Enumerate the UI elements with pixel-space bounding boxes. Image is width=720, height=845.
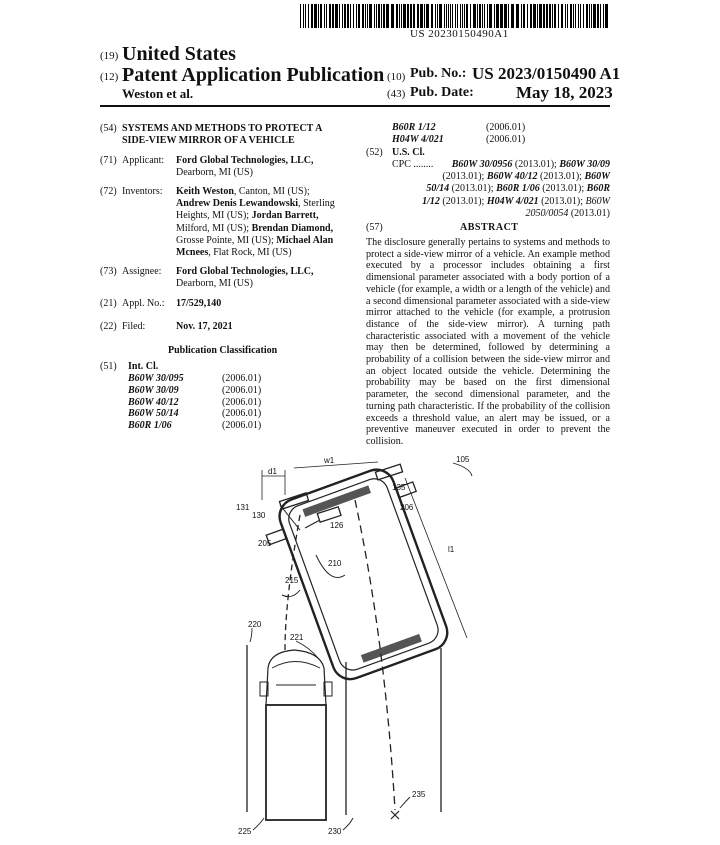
publication-classification-heading: Publication Classification xyxy=(168,345,278,356)
filed-label: Filed: xyxy=(122,321,146,332)
barcode-bar xyxy=(530,4,532,28)
barcode-bar xyxy=(305,4,306,28)
barcode-bar xyxy=(344,4,346,28)
header-rule xyxy=(100,105,610,107)
barcode-bar xyxy=(439,4,442,28)
barcode-bar xyxy=(339,4,340,28)
barcode-bar xyxy=(523,4,525,28)
applicant-label: Applicant: xyxy=(122,155,165,166)
barcode-bar xyxy=(381,4,382,28)
label-235: 235 xyxy=(412,790,426,799)
barcode-bar xyxy=(383,4,385,28)
applicant-location: Dearborn, MI (US) xyxy=(176,167,253,178)
pub-no-label: Pub. No.: xyxy=(410,66,467,81)
barcode-bar xyxy=(462,4,463,28)
barcode-bar xyxy=(374,4,375,28)
barcode-bar xyxy=(362,4,364,28)
barcode-bar xyxy=(508,4,509,28)
label-105: 105 xyxy=(456,455,470,464)
abstract-text: The disclosure generally pertains to systems and methods to protect a side-view mirror of a vehicle. An example method executed by a processor includes obtaining a first dimensional parameter associated with a body portion of a vehicle (for example, a width or a length of the vehicle) and a second dimensional parameter associated with a side-view mirror attached to the vehicle (for example, a protrusion distance of the side-view mirror). A turning path characteristic associated with a movement of the vehicle may then be determined, followed by determining a probability of a collision between the side-view mirror and an object located outside the vehicle. Determining the probability may be based on the first dimensional parameter, the second dimensional parameter, and the turning path characteristic. If the probability of the collision exceeds a threshold value, an alert may be issued, or a preventive maneuver executed in order to prevent the collision. xyxy=(366,237,610,447)
assignee-code: (73) xyxy=(100,266,117,277)
inventor-line: Mcnees, Flat Rock, MI (US) xyxy=(176,247,292,259)
assignee-location: Dearborn, MI (US) xyxy=(176,278,253,289)
abstract-code: (57) xyxy=(366,222,383,233)
barcode-bar xyxy=(482,4,483,28)
barcode-bar xyxy=(533,4,536,28)
barcode-bar xyxy=(303,4,304,28)
barcode-bar xyxy=(516,4,519,28)
filed-date: Nov. 17, 2021 xyxy=(176,321,233,332)
angle-arc-215 xyxy=(282,590,300,597)
int-cl-row: B60W 30/09 (2006.01) xyxy=(128,384,262,396)
pub-no-code: (10) xyxy=(387,71,406,83)
l1-dimension-line xyxy=(405,478,467,638)
label-215: 215 xyxy=(285,576,299,585)
pub-type: Patent Application Publication xyxy=(122,64,385,86)
barcode-bar xyxy=(365,4,366,28)
barcode-bar xyxy=(583,4,584,28)
barcode-bar xyxy=(494,4,495,28)
int-cl-label: Int. Cl. xyxy=(128,361,159,372)
barcode-bar xyxy=(450,4,451,28)
barcode-bar xyxy=(446,4,447,28)
label-135: 135 xyxy=(392,483,406,492)
label-131: 131 xyxy=(236,503,250,512)
int-cl-row: B60W 40/12 (2006.01) xyxy=(128,396,262,408)
barcode-bar xyxy=(603,4,604,28)
barcode xyxy=(300,4,610,28)
barcode-bar xyxy=(326,4,327,28)
barcode-bar xyxy=(561,4,563,28)
barcode-bar xyxy=(489,4,492,28)
barcode-bar xyxy=(484,4,485,28)
barcode-bar xyxy=(417,4,419,28)
label-d1: d1 xyxy=(268,467,277,476)
barcode-bar xyxy=(347,4,349,28)
barcode-bar xyxy=(570,4,572,28)
barcode-bar xyxy=(320,4,322,28)
barcode-bar xyxy=(477,4,478,28)
barcode-bar xyxy=(342,4,343,28)
cpc-label: CPC ........ xyxy=(392,159,434,170)
barcode-bar xyxy=(573,4,574,28)
country-code: (19) xyxy=(100,50,119,62)
barcode-bar xyxy=(586,4,588,28)
parked-vehicle xyxy=(260,650,332,820)
barcode-bar xyxy=(391,4,394,28)
barcode-bar xyxy=(527,4,528,28)
cpc-line: (2013.01); B60W 40/12 (2013.01); B60W xyxy=(442,171,610,183)
barcode-bar xyxy=(350,4,351,28)
barcode-bar xyxy=(539,4,542,28)
barcode-bar xyxy=(386,4,389,28)
barcode-bar xyxy=(399,4,400,28)
int-cl-row: B60R 1/12 (2006.01) xyxy=(392,122,526,133)
barcode-bar xyxy=(457,4,458,28)
country-name: United States xyxy=(122,43,236,65)
us-cl-code: (52) xyxy=(366,147,383,158)
vehicle-inner-outline xyxy=(285,475,442,674)
label-225: 225 xyxy=(238,827,252,836)
barcode-bar xyxy=(589,4,590,28)
assignee-label: Assignee: xyxy=(122,266,162,277)
int-cl-continued-table xyxy=(392,122,525,146)
label-130: 130 xyxy=(252,511,266,520)
barcode-bar xyxy=(470,4,471,28)
barcode-bar xyxy=(329,4,331,28)
barcode-bar xyxy=(437,4,438,28)
title-line-2: SIDE-VIEW MIRROR OF A VEHICLE xyxy=(122,135,295,146)
pub-type-code: (12) xyxy=(100,71,119,83)
barcode-bar xyxy=(464,4,465,28)
barcode-bar xyxy=(575,4,576,28)
us-cl-label: U.S. Cl. xyxy=(392,147,425,158)
barcode-bar xyxy=(376,4,377,28)
barcode-bar xyxy=(308,4,309,28)
inventor-line: Keith Weston, Canton, MI (US); xyxy=(176,186,310,197)
barcode-bar xyxy=(487,4,488,28)
barcode-bar xyxy=(600,4,601,28)
barcode-bar xyxy=(396,4,398,28)
barcode-bar xyxy=(543,4,545,28)
barcode-bar xyxy=(300,4,301,28)
barcode-bar xyxy=(378,4,380,28)
label-205: 205 xyxy=(258,539,272,548)
barcode-bar xyxy=(580,4,581,28)
barcode-bar xyxy=(413,4,415,28)
barcode-bar xyxy=(452,4,453,28)
label-126: 126 xyxy=(330,521,344,530)
barcode-bar xyxy=(403,4,406,28)
barcode-bar xyxy=(537,4,538,28)
barcode-bar xyxy=(426,4,429,28)
barcode-bar xyxy=(353,4,354,28)
applicant-code: (71) xyxy=(100,155,117,166)
label-210: 210 xyxy=(328,559,342,568)
barcode-bar xyxy=(401,4,402,28)
barcode-bar xyxy=(558,4,559,28)
inventors-list xyxy=(176,186,351,259)
barcode-bar xyxy=(496,4,499,28)
int-cl-row: B60W 50/14 (2006.01) xyxy=(128,408,262,420)
barcode-bar xyxy=(420,4,423,28)
cpc-line: 2050/0054 (2013.01) xyxy=(525,207,610,219)
barcode-bar xyxy=(367,4,368,28)
turning-vehicle xyxy=(258,458,470,690)
barcode-bar xyxy=(435,4,436,28)
barcode-bar xyxy=(369,4,372,28)
barcode-bar xyxy=(358,4,360,28)
abstract-heading: ABSTRACT xyxy=(460,222,519,233)
inventor-line: Andrew Denis Lewandowski, Sterling xyxy=(176,198,335,210)
cpc-line: 50/14 (2013.01); B60R 1/06 (2013.01); B60R xyxy=(426,183,610,195)
inventors-code: (72) xyxy=(100,186,117,197)
barcode-bar xyxy=(591,4,592,28)
top-publication-number: US 20230150490A1 xyxy=(410,28,509,40)
barcode-bar xyxy=(511,4,514,28)
barcode-bar xyxy=(424,4,425,28)
barcode-bar xyxy=(324,4,325,28)
barcode-bar xyxy=(546,4,548,28)
cpc-line: B60W 30/0956 (2013.01); B60W 30/09 xyxy=(451,159,610,170)
pub-date-value: May 18, 2023 xyxy=(516,83,613,102)
barcode-bar xyxy=(444,4,445,28)
inventor-line: Grosse Pointe, MI (US); Michael Alan xyxy=(176,234,334,246)
barcode-bar xyxy=(552,4,553,28)
pub-no-value: US 2023/0150490 A1 xyxy=(472,64,621,83)
barcode-bar xyxy=(504,4,507,28)
barcode-bar xyxy=(356,4,357,28)
barcode-bar xyxy=(605,4,608,28)
barcode-bar xyxy=(565,4,566,28)
barcode-bar xyxy=(521,4,522,28)
assignee-name: Ford Global Technologies, LLC, xyxy=(176,266,314,277)
int-cl-row: B60W 30/095 (2006.01) xyxy=(128,373,262,384)
int-cl-row: H04W 4/021 (2006.01) xyxy=(392,133,526,145)
inventor-line: Milford, MI (US); Brendan Diamond, xyxy=(176,222,334,234)
int-cl-code: (51) xyxy=(100,361,117,372)
barcode-bar xyxy=(578,4,579,28)
barcode-bar xyxy=(597,4,599,28)
int-cl-row: B60R 1/06 (2006.01) xyxy=(128,420,262,432)
barcode-bar xyxy=(318,4,319,28)
title-code: (54) xyxy=(100,123,117,134)
filed-code: (22) xyxy=(100,321,117,332)
inventor-short: Weston et al. xyxy=(122,86,194,101)
inventors-label: Inventors: xyxy=(122,186,163,197)
label-w1: w1 xyxy=(324,456,335,465)
label-206: 206 xyxy=(400,503,414,512)
patent-figure xyxy=(100,448,620,843)
appl-label: Appl. No.: xyxy=(122,298,165,309)
barcode-bar xyxy=(473,4,476,28)
barcode-bar xyxy=(479,4,481,28)
cpc-line: 1/12 (2013.01); H04W 4/021 (2013.01); B60W xyxy=(422,195,610,207)
pub-date-label: Pub. Date: xyxy=(410,85,474,100)
barcode-bar xyxy=(431,4,433,28)
appl-number: 17/529,140 xyxy=(176,298,222,309)
label-l1: l1 xyxy=(448,545,455,554)
applicant-name: Ford Global Technologies, LLC, xyxy=(176,155,314,166)
barcode-bar xyxy=(335,4,338,28)
title-line-1: SYSTEMS AND METHODS TO PROTECT A xyxy=(122,123,323,134)
barcode-bar xyxy=(500,4,503,28)
appl-code: (21) xyxy=(100,298,117,309)
barcode-bar xyxy=(593,4,596,28)
label-221: 221 xyxy=(290,633,304,642)
barcode-bar xyxy=(554,4,556,28)
inventor-line: Heights, MI (US); Jordan Barrett, xyxy=(176,210,319,222)
barcode-bar xyxy=(549,4,551,28)
barcode-bar xyxy=(448,4,449,28)
barcode-bar xyxy=(410,4,412,28)
mirror-135 xyxy=(375,464,402,480)
label-220: 220 xyxy=(248,620,262,629)
barcode-bar xyxy=(332,4,334,28)
label-230: 230 xyxy=(328,827,342,836)
w1-dimension-line xyxy=(294,462,378,468)
barcode-bar xyxy=(407,4,409,28)
cpc-codes xyxy=(388,159,610,220)
barcode-bar xyxy=(311,4,313,28)
int-cl-table xyxy=(128,373,261,432)
barcode-bar xyxy=(567,4,568,28)
barcode-bar xyxy=(466,4,468,28)
windshield xyxy=(302,485,371,516)
barcode-bar xyxy=(460,4,461,28)
barcode-bar xyxy=(314,4,317,28)
pub-date-code: (43) xyxy=(387,88,406,100)
barcode-bar xyxy=(455,4,456,28)
